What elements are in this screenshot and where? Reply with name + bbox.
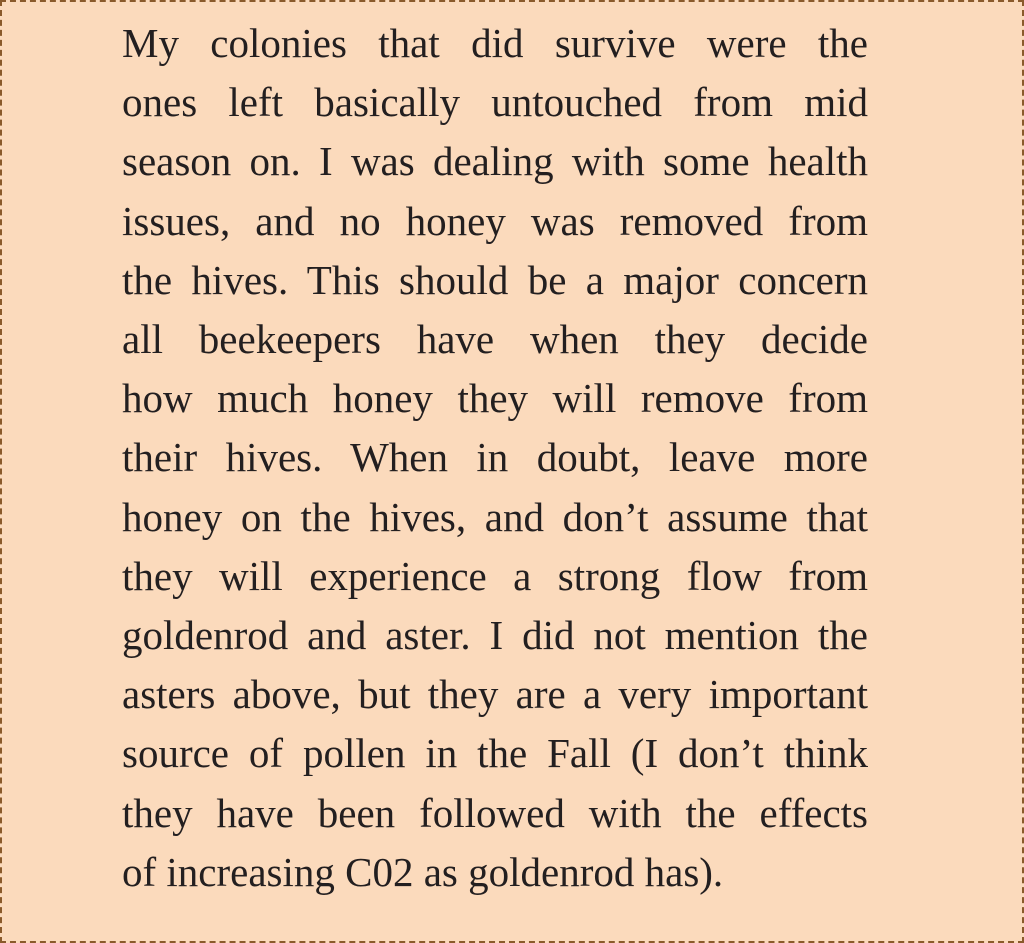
paragraph-line: asters above, but they are a very important (122, 671, 868, 718)
article-paragraph (122, 14, 868, 902)
paragraph-line: issues, and no honey was removed from (122, 197, 868, 244)
paragraph-line: ones left basically untouched from mid (122, 79, 868, 126)
paragraph-line: the hives. This should be a major concern (122, 256, 868, 303)
paragraph-line: honey on the hives, and don’t assume that (122, 493, 868, 540)
paragraph-line: how much honey they will remove from (122, 375, 868, 422)
paragraph-line: they will experience a strong flow from (122, 552, 868, 599)
paragraph-line: goldenrod and aster. I did not mention the (122, 612, 868, 659)
paragraph-line: source of pollen in the Fall (I don’t think (122, 730, 868, 777)
paragraph-line: their hives. When in doubt, leave more (122, 434, 868, 481)
paragraph-line: season on. I was dealing with some health (122, 138, 868, 185)
paragraph-line: all beekeepers have when they decide (122, 316, 868, 363)
paragraph-line: of increasing C02 as goldenrod has). (122, 848, 724, 895)
paragraph-line: they have been followed with the effects (122, 789, 868, 836)
paragraph-line: My colonies that did survive were the (122, 20, 868, 66)
